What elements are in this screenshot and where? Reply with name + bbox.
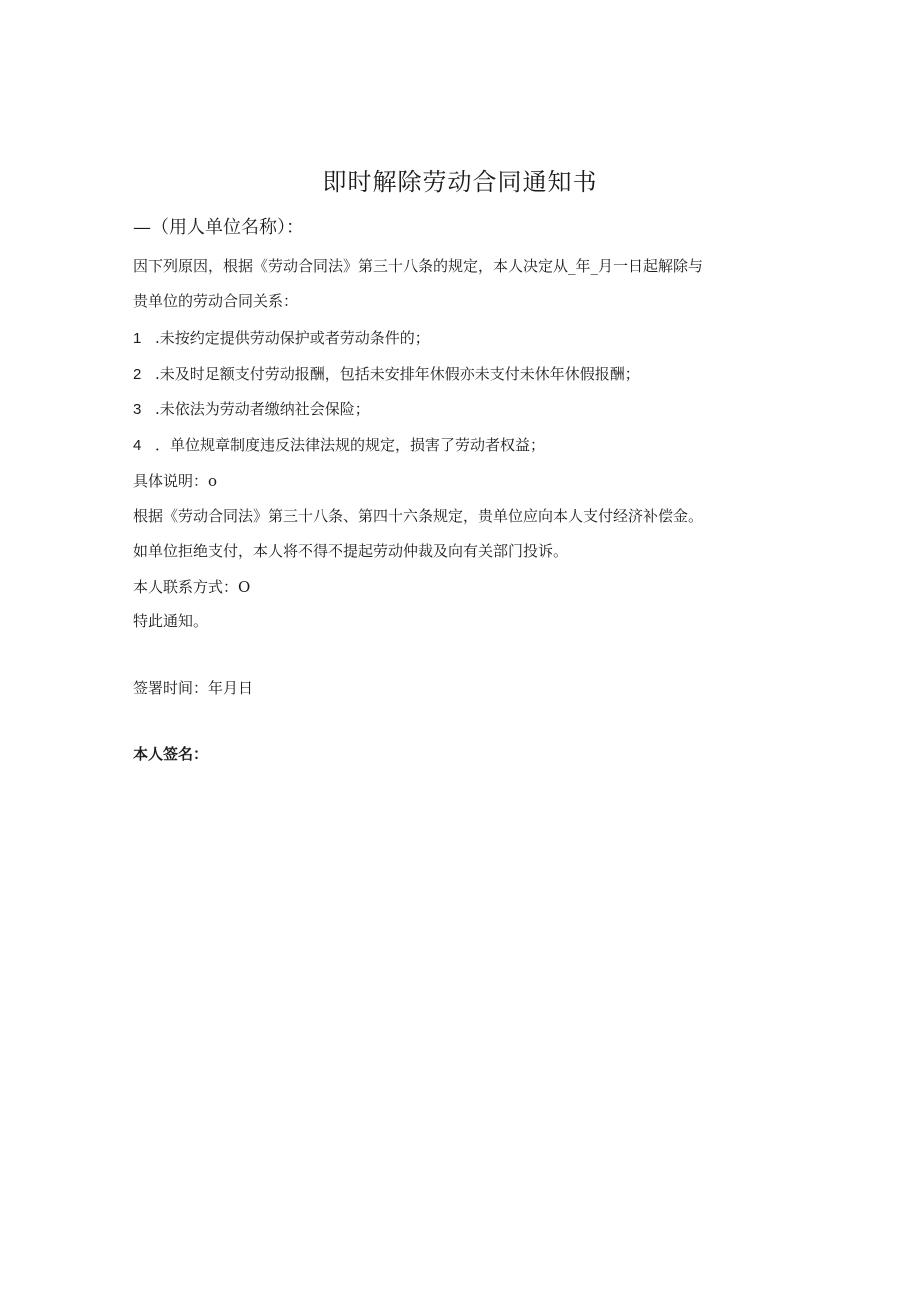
- reason-item-3: [133, 397, 370, 422]
- reason-number: 3: [133, 401, 142, 418]
- reason-text: .未依法为劳动者缴纳社会保险；: [155, 400, 370, 418]
- reason-text: .未及时足额支付劳动报酬，包括未安排年休假亦未支付未休年休假报酬；: [155, 365, 640, 383]
- intro-paragraph-line-1: 因下列原因，根据《劳动合同法》第三十八条的规定，本人决定从_年_月一日起解除与: [133, 257, 704, 275]
- signature-line: 本人签名：: [133, 745, 209, 763]
- document-title: 即时解除劳动合同通知书: [322, 168, 598, 196]
- reason-item-2: [133, 362, 640, 387]
- reason-item-4: [133, 433, 545, 458]
- reason-text: .未按约定提供劳动保护或者劳动条件的；: [155, 329, 430, 347]
- compensation-line: 根据《劳动合同法》第三十八条、第四十六条规定，贵单位应向本人支付经济补偿金。: [133, 507, 704, 525]
- details-line: 具体说明：o: [133, 472, 218, 490]
- reason-number: 1: [133, 330, 142, 347]
- contact-line: 本人联系方式：O: [133, 578, 251, 596]
- reason-number: 4: [133, 437, 142, 454]
- reason-item-1: [133, 326, 430, 351]
- reason-text: ．单位规章制度违反法律法规的规定，损害了劳动者权益；: [155, 436, 546, 454]
- sign-date-line: 签署时间：年月日: [133, 679, 254, 697]
- addressee-line: —（用人单位名称）：: [133, 217, 304, 238]
- reason-number: 2: [133, 366, 142, 383]
- notice-line: 特此通知。: [133, 612, 209, 630]
- intro-paragraph-line-2: 贵单位的劳动合同关系：: [133, 292, 299, 310]
- refusal-line: 如单位拒绝支付，本人将不得不提起劳动仲裁及向有关部门投诉。: [133, 542, 569, 560]
